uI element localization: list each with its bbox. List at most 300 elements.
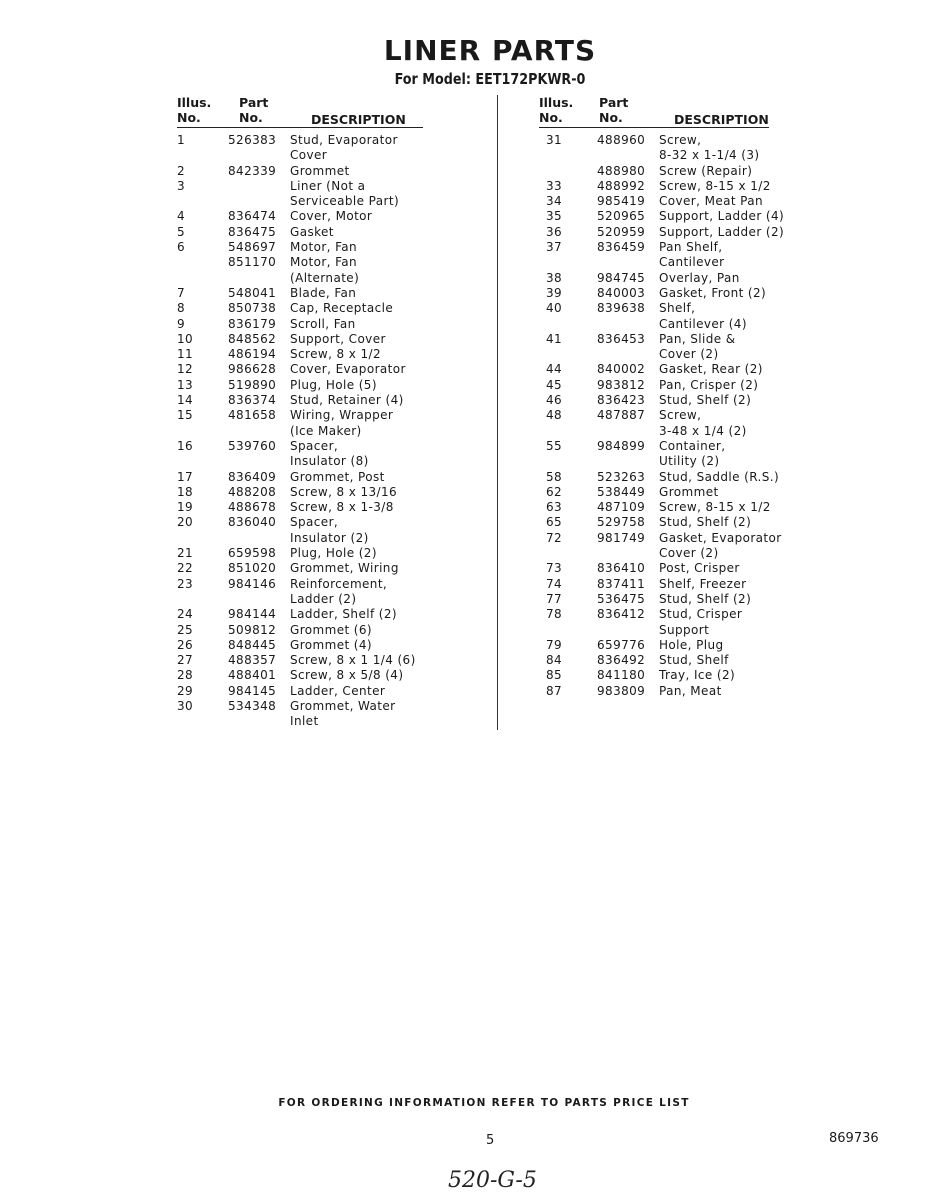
description-line: Reinforcement, — [290, 576, 388, 591]
part-description — [290, 515, 416, 546]
part-description — [659, 684, 784, 699]
parts-row — [546, 393, 784, 408]
part-number: 526383 — [228, 133, 277, 147]
description-line: Cover (2) — [659, 347, 719, 362]
description-line: Screw, 8-15 x 1/2 — [659, 500, 771, 515]
parts-row — [177, 668, 416, 683]
description-line: Hole, Plug — [659, 637, 724, 652]
column-divider — [497, 95, 498, 730]
part-description — [659, 179, 784, 194]
description-line: Overlay, Pan — [659, 270, 740, 285]
part-number: 851170 — [228, 255, 277, 270]
description-line: Spacer, — [290, 438, 339, 453]
parts-row — [177, 332, 416, 347]
illus-header-1: Illus. — [177, 95, 212, 110]
description-line: (Ice Maker) — [290, 423, 362, 438]
part-header-2: No. — [599, 110, 623, 125]
description-line: Screw, 8 x 1 1/4 (6) — [290, 653, 416, 668]
part-description — [290, 209, 416, 224]
illus-number: 29 — [177, 683, 194, 698]
left-parts-column — [177, 95, 427, 729]
description-line: Pan, Slide & — [659, 331, 736, 346]
illus-number: 65 — [546, 515, 563, 530]
part-description — [659, 209, 784, 224]
part-number: 836423 — [597, 393, 646, 408]
part-number: 520965 — [597, 209, 646, 224]
illus-number: 25 — [177, 622, 194, 637]
description-line: Grommet — [290, 163, 350, 178]
parts-row — [546, 271, 784, 286]
illus-number: 11 — [177, 347, 194, 362]
part-description — [290, 546, 416, 561]
parts-row — [546, 240, 784, 271]
description-line: Wiring, Wrapper — [290, 408, 394, 423]
part-description — [290, 301, 416, 316]
parts-row — [546, 668, 784, 683]
illus-number: 28 — [177, 668, 194, 683]
parts-row — [546, 653, 784, 668]
description-line: Stud, Retainer (4) — [290, 393, 404, 408]
part-description — [659, 500, 784, 515]
part-description — [659, 133, 784, 164]
ordering-footer: FOR ORDERING INFORMATION REFER TO PARTS PRICE LIST — [278, 1097, 690, 1109]
illus-number: 41 — [546, 331, 563, 346]
description-line: Ladder, Shelf (2) — [290, 607, 397, 622]
parts-row — [177, 623, 416, 638]
part-description — [290, 485, 416, 500]
description-line: Support — [659, 622, 710, 637]
part-description — [290, 623, 416, 638]
part-number: 984144 — [228, 607, 277, 622]
part-description — [659, 515, 784, 530]
part-number: 836474 — [228, 209, 277, 224]
parts-row — [177, 408, 416, 439]
page-title: LINER PARTS — [383, 34, 597, 67]
description-line: Shelf, Freezer — [659, 576, 747, 591]
description-line: Screw (Repair) — [659, 163, 753, 178]
part-description — [659, 240, 784, 271]
parts-row — [177, 286, 416, 301]
description-line: Screw, 8 x 5/8 (4) — [290, 668, 404, 683]
illus-number: 26 — [177, 637, 194, 652]
description-line: Pan Shelf, — [659, 240, 723, 255]
parts-row — [177, 638, 416, 653]
part-description — [290, 684, 416, 699]
description-line: Ladder (2) — [290, 591, 357, 606]
part-header-2: No. — [239, 110, 263, 125]
column-header — [539, 95, 796, 127]
illus-number: 44 — [546, 362, 563, 377]
part-number: 848445 — [228, 637, 277, 652]
part-number: 488678 — [228, 500, 277, 515]
part-description — [290, 500, 416, 515]
part-number: 986628 — [228, 362, 277, 377]
part-description — [290, 470, 416, 485]
part-description — [290, 607, 416, 622]
description-line: Pan, Crisper (2) — [659, 377, 759, 392]
description-line: Screw, — [659, 133, 702, 147]
part-description — [659, 561, 784, 576]
part-number: 488208 — [228, 484, 277, 499]
part-number: 548697 — [228, 240, 277, 255]
part-description — [659, 638, 784, 653]
part-number: 520959 — [597, 224, 646, 239]
part-description — [290, 439, 416, 470]
part-number: 509812 — [228, 622, 277, 637]
description-line: Cover — [290, 148, 328, 163]
part-number: 836459 — [597, 240, 646, 255]
description-line: Stud, Shelf (2) — [659, 515, 752, 530]
part-description — [659, 362, 784, 377]
right-parts-column — [539, 95, 796, 698]
parts-row — [177, 255, 416, 286]
part-description — [659, 378, 784, 393]
description-line: Tray, Ice (2) — [659, 668, 736, 683]
parts-row — [177, 439, 416, 470]
part-number: 981749 — [597, 530, 646, 545]
part-number: 659776 — [597, 637, 646, 652]
description-line: Gasket, Evaporator — [659, 530, 782, 545]
illus-number: 78 — [546, 607, 563, 622]
illus-number: 33 — [546, 178, 563, 193]
parts-row — [177, 225, 416, 240]
parts-row — [546, 485, 784, 500]
parts-row — [177, 209, 416, 224]
part-description — [290, 225, 416, 240]
description-line: Cover, Motor — [290, 209, 373, 224]
description-line: 8-32 x 1-1/4 (3) — [659, 148, 760, 163]
description-line: Utility (2) — [659, 454, 720, 469]
part-description — [659, 225, 784, 240]
part-description — [659, 577, 784, 592]
description-line: Grommet, Post — [290, 469, 385, 484]
illus-number: 24 — [177, 607, 194, 622]
parts-row — [177, 546, 416, 561]
part-number: 659598 — [228, 546, 277, 561]
part-description — [290, 577, 416, 608]
part-number: 536475 — [597, 591, 646, 606]
parts-row — [546, 194, 784, 209]
parts-row — [177, 653, 416, 668]
part-description — [659, 607, 784, 638]
part-number: 486194 — [228, 347, 277, 362]
parts-row — [546, 638, 784, 653]
illus-number: 35 — [546, 209, 563, 224]
parts-row — [546, 607, 784, 638]
part-number: 488401 — [228, 668, 277, 683]
part-description — [290, 653, 416, 668]
part-description — [290, 133, 416, 164]
illus-number: 14 — [177, 393, 194, 408]
illus-number: 27 — [177, 653, 194, 668]
part-description — [290, 332, 416, 347]
part-number: 837411 — [597, 576, 646, 591]
description-line: Plug, Hole (5) — [290, 377, 377, 392]
description-line: Stud, Crisper — [659, 607, 743, 622]
part-number: 488357 — [228, 653, 277, 668]
illus-number: 13 — [177, 377, 194, 392]
parts-row — [546, 439, 784, 470]
part-number: 983812 — [597, 377, 646, 392]
part-number: 538449 — [597, 484, 646, 499]
description-header: DESCRIPTION — [674, 112, 769, 127]
part-description — [659, 531, 784, 562]
description-line: Spacer, — [290, 515, 339, 530]
part-number: 487109 — [597, 500, 646, 515]
parts-row — [177, 684, 416, 699]
part-number: 481658 — [228, 408, 277, 423]
illus-number: 18 — [177, 484, 194, 499]
parts-row — [177, 699, 416, 730]
illus-number: 6 — [177, 240, 186, 255]
illus-number: 21 — [177, 546, 194, 561]
description-line: Support, Ladder (2) — [659, 224, 785, 239]
description-line: Insulator (8) — [290, 454, 369, 469]
description-line: Cover, Meat Pan — [659, 194, 764, 209]
part-description — [290, 561, 416, 576]
illus-header-1: Illus. — [539, 95, 574, 110]
parts-row — [177, 500, 416, 515]
illus-number: 9 — [177, 316, 186, 331]
description-line: Inlet — [290, 714, 319, 729]
part-number: 488960 — [597, 133, 646, 147]
illus-number: 2 — [177, 163, 186, 178]
illus-number: 45 — [546, 377, 563, 392]
parts-row — [546, 561, 784, 576]
part-description — [290, 286, 416, 301]
illus-number: 87 — [546, 683, 563, 698]
illus-number: 74 — [546, 576, 563, 591]
description-line: Grommet, Wiring — [290, 561, 399, 576]
description-line: Plug, Hole (2) — [290, 546, 377, 561]
part-number: 519890 — [228, 377, 277, 392]
part-description — [659, 301, 784, 332]
parts-row — [177, 515, 416, 546]
illus-number: 36 — [546, 224, 563, 239]
illus-number: 84 — [546, 653, 563, 668]
part-number: 984145 — [228, 683, 277, 698]
parts-row — [546, 133, 784, 164]
header-rule — [177, 127, 423, 128]
parts-row — [177, 240, 416, 255]
description-line: Gasket, Front (2) — [659, 285, 767, 300]
description-line: Stud, Shelf — [659, 653, 729, 668]
illus-number: 23 — [177, 576, 194, 591]
illus-number: 46 — [546, 393, 563, 408]
parts-row — [546, 362, 784, 377]
illus-number: 63 — [546, 500, 563, 515]
part-number: 851020 — [228, 561, 277, 576]
description-line: Motor, Fan — [290, 255, 358, 270]
part-number: 836410 — [597, 561, 646, 576]
part-number: 529758 — [597, 515, 646, 530]
illus-number: 62 — [546, 484, 563, 499]
description-line: Serviceable Part) — [290, 194, 400, 209]
header-rule — [539, 127, 769, 128]
illus-header-2: No. — [177, 110, 201, 125]
part-description — [290, 164, 416, 179]
part-number: 840002 — [597, 362, 646, 377]
illus-number: 22 — [177, 561, 194, 576]
description-line: Screw, 8 x 1/2 — [290, 347, 381, 362]
part-description — [659, 194, 784, 209]
parts-row — [546, 301, 784, 332]
illus-number: 5 — [177, 224, 186, 239]
illus-number: 8 — [177, 301, 186, 316]
illus-number: 85 — [546, 668, 563, 683]
part-description — [290, 699, 416, 730]
parts-row — [177, 164, 416, 179]
parts-rows — [546, 133, 784, 699]
illus-number: 48 — [546, 408, 563, 423]
page-number: 5 — [486, 1133, 495, 1148]
part-number: 539760 — [228, 438, 277, 453]
part-description — [290, 362, 416, 377]
part-number: 836453 — [597, 331, 646, 346]
description-line: (Alternate) — [290, 270, 360, 285]
description-line: Grommet (4) — [290, 637, 372, 652]
part-number: 836409 — [228, 469, 277, 484]
description-line: Grommet — [659, 484, 719, 499]
illus-number: 79 — [546, 637, 563, 652]
parts-row — [177, 133, 416, 164]
illus-number: 20 — [177, 515, 194, 530]
part-number: 985419 — [597, 194, 646, 209]
parts-row — [546, 592, 784, 607]
illus-number: 39 — [546, 285, 563, 300]
illus-number: 16 — [177, 438, 194, 453]
illus-number: 10 — [177, 331, 194, 346]
illus-number: 38 — [546, 270, 563, 285]
parts-row — [177, 317, 416, 332]
description-line: Screw, 8 x 13/16 — [290, 484, 398, 499]
part-number: 842339 — [228, 163, 277, 178]
part-description — [659, 653, 784, 668]
description-line: Cover, Evaporator — [290, 362, 406, 377]
description-line: Ladder, Center — [290, 683, 386, 698]
description-line: Insulator (2) — [290, 530, 369, 545]
part-description — [659, 470, 784, 485]
part-number: 983809 — [597, 683, 646, 698]
parts-row — [177, 347, 416, 362]
part-description — [290, 255, 416, 286]
description-line: Screw, 8 x 1-3/8 — [290, 500, 394, 515]
description-line: Motor, Fan — [290, 240, 358, 255]
parts-row — [546, 286, 784, 301]
handwritten-note: 520-G-5 — [448, 1168, 537, 1193]
parts-row — [546, 684, 784, 699]
description-line: Grommet (6) — [290, 622, 372, 637]
parts-row — [177, 362, 416, 377]
model-subtitle: For Model: EET172PKWR-0 — [394, 70, 586, 88]
illus-number: 17 — [177, 469, 194, 484]
part-number: 836374 — [228, 393, 277, 408]
illus-number: 31 — [546, 133, 563, 147]
description-line: Liner (Not a — [290, 178, 366, 193]
parts-row — [177, 179, 416, 210]
part-description — [659, 592, 784, 607]
part-number: 534348 — [228, 698, 277, 713]
part-description — [659, 393, 784, 408]
illus-number: 37 — [546, 240, 563, 255]
illus-number: 4 — [177, 209, 186, 224]
parts-row — [177, 470, 416, 485]
parts-row — [177, 485, 416, 500]
part-description — [290, 638, 416, 653]
parts-row — [177, 301, 416, 316]
illus-number: 77 — [546, 591, 563, 606]
part-description — [659, 408, 784, 439]
part-number: 850738 — [228, 301, 277, 316]
document-number: 869736 — [829, 1131, 879, 1146]
parts-row — [546, 164, 784, 179]
part-header-1: Part — [599, 95, 629, 110]
part-number: 984146 — [228, 576, 277, 591]
illus-number: 72 — [546, 530, 563, 545]
description-line: Stud, Shelf (2) — [659, 393, 752, 408]
part-description — [659, 439, 784, 470]
part-number: 840003 — [597, 285, 646, 300]
illus-number: 19 — [177, 500, 194, 515]
part-description — [659, 164, 784, 179]
description-line: Shelf, — [659, 301, 696, 316]
part-description — [290, 378, 416, 393]
parts-row — [546, 577, 784, 592]
description-line: 3-48 x 1/4 (2) — [659, 423, 747, 438]
parts-row — [177, 378, 416, 393]
illus-number: 12 — [177, 362, 194, 377]
description-line: Cantilever (4) — [659, 316, 747, 331]
part-number: 488980 — [597, 163, 646, 178]
part-number: 984899 — [597, 438, 646, 453]
description-line: Support, Ladder (4) — [659, 209, 785, 224]
parts-row — [177, 561, 416, 576]
part-description — [659, 286, 784, 301]
description-line: Gasket — [290, 224, 334, 239]
illus-header-2: No. — [539, 110, 563, 125]
parts-row — [546, 378, 784, 393]
parts-row — [546, 225, 784, 240]
part-number: 836475 — [228, 224, 277, 239]
parts-row — [546, 408, 784, 439]
part-number: 836412 — [597, 607, 646, 622]
description-line: Blade, Fan — [290, 285, 357, 300]
part-description — [659, 332, 784, 363]
part-number: 848562 — [228, 331, 277, 346]
description-line: Grommet, Water — [290, 698, 396, 713]
description-line: Container, — [659, 438, 726, 453]
description-line: Gasket, Rear (2) — [659, 362, 763, 377]
part-number: 523263 — [597, 469, 646, 484]
illus-number: 15 — [177, 408, 194, 423]
part-header-1: Part — [239, 95, 269, 110]
part-description — [290, 668, 416, 683]
description-line: Stud, Shelf (2) — [659, 591, 752, 606]
illus-number: 34 — [546, 194, 563, 209]
part-description — [290, 347, 416, 362]
illus-number: 1 — [177, 133, 186, 147]
parts-row — [546, 500, 784, 515]
description-line: Cantilever — [659, 255, 725, 270]
illus-number: 7 — [177, 285, 186, 300]
parts-row — [546, 470, 784, 485]
part-description — [290, 393, 416, 408]
parts-row — [177, 393, 416, 408]
part-number: 836040 — [228, 515, 277, 530]
column-header — [177, 95, 427, 127]
illus-number: 55 — [546, 438, 563, 453]
description-line: Screw, 8-15 x 1/2 — [659, 178, 771, 193]
